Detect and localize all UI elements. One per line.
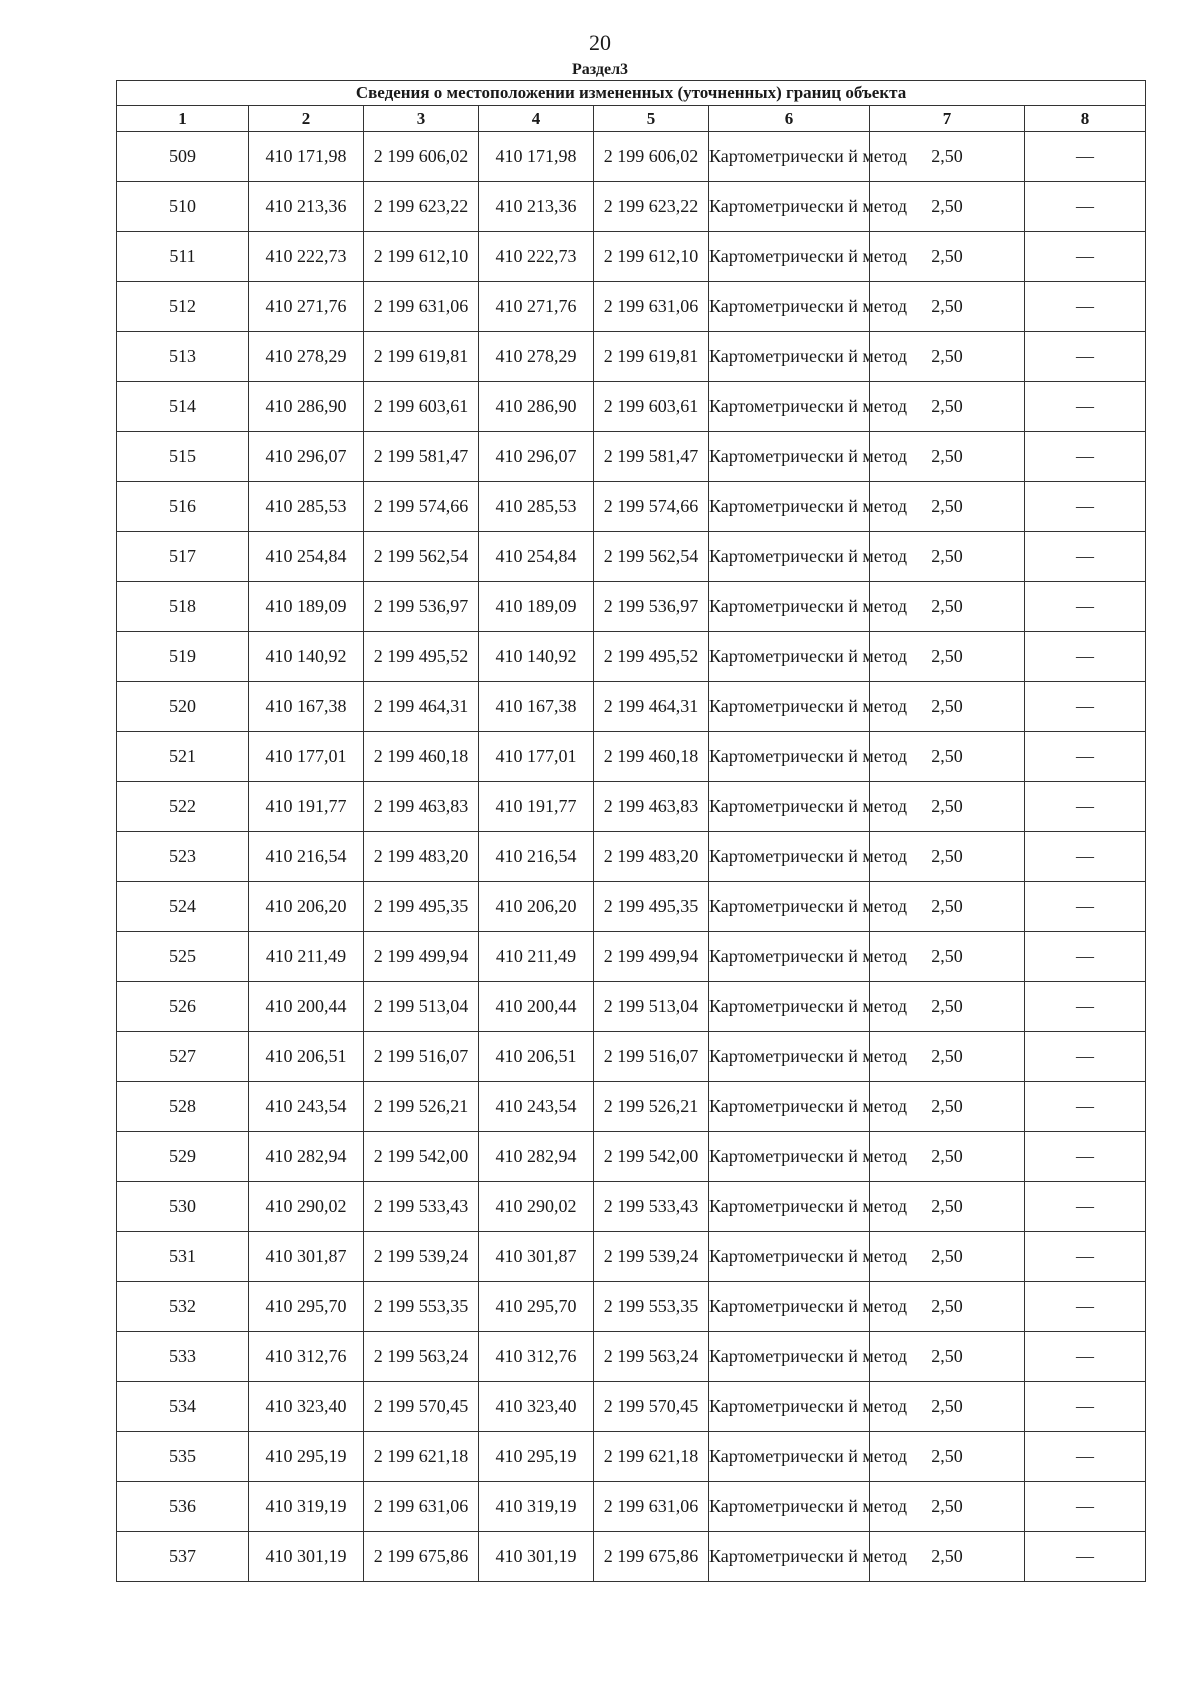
accuracy-cell: 2,50 [870, 632, 1025, 682]
y-new-cell: 2 199 516,07 [594, 1032, 709, 1082]
table-row [117, 1132, 1146, 1182]
y-new-cell: 2 199 621,18 [594, 1432, 709, 1482]
y-new-cell: 2 199 606,02 [594, 132, 709, 182]
y-old-cell: 2 199 536,97 [364, 582, 479, 632]
method-cell: Картометрически й метод [709, 782, 870, 832]
method-cell: Картометрически й метод [709, 832, 870, 882]
point-number-cell: 513 [117, 332, 249, 382]
table-row [117, 232, 1146, 282]
x-new-cell: 410 222,73 [479, 232, 594, 282]
y-new-cell: 2 199 619,81 [594, 332, 709, 382]
description-cell: — [1025, 482, 1146, 532]
table-row [117, 1332, 1146, 1382]
accuracy-cell: 2,50 [870, 582, 1025, 632]
method-cell: Картометрически й метод [709, 1182, 870, 1232]
x-old-cell: 410 191,77 [249, 782, 364, 832]
x-old-cell: 410 323,40 [249, 1382, 364, 1432]
x-new-cell: 410 286,90 [479, 382, 594, 432]
method-cell: Картометрически й метод [709, 432, 870, 482]
y-new-cell: 2 199 526,21 [594, 1082, 709, 1132]
table-row [117, 482, 1146, 532]
point-number-cell: 519 [117, 632, 249, 682]
x-old-cell: 410 177,01 [249, 732, 364, 782]
y-old-cell: 2 199 631,06 [364, 1482, 479, 1532]
description-cell: — [1025, 582, 1146, 632]
x-new-cell: 410 290,02 [479, 1182, 594, 1232]
accuracy-cell: 2,50 [870, 432, 1025, 482]
x-new-cell: 410 282,94 [479, 1132, 594, 1182]
boundary-coordinates-table [116, 80, 1146, 1582]
method-cell: Картометрически й метод [709, 332, 870, 382]
description-cell: — [1025, 1482, 1146, 1532]
method-cell: Картометрически й метод [709, 1382, 870, 1432]
description-cell: — [1025, 532, 1146, 582]
x-old-cell: 410 301,87 [249, 1232, 364, 1282]
y-old-cell: 2 199 542,00 [364, 1132, 479, 1182]
accuracy-cell: 2,50 [870, 1532, 1025, 1582]
y-old-cell: 2 199 621,18 [364, 1432, 479, 1482]
accuracy-cell: 2,50 [870, 1182, 1025, 1232]
description-cell: — [1025, 1132, 1146, 1182]
description-cell: — [1025, 132, 1146, 182]
point-number-cell: 536 [117, 1482, 249, 1532]
x-old-cell: 410 271,76 [249, 282, 364, 332]
description-cell: — [1025, 932, 1146, 982]
accuracy-cell: 2,50 [870, 1382, 1025, 1432]
method-cell: Картометрически й метод [709, 232, 870, 282]
point-number-cell: 517 [117, 532, 249, 582]
description-cell: — [1025, 1282, 1146, 1332]
table-row [117, 532, 1146, 582]
method-cell: Картометрически й метод [709, 1032, 870, 1082]
method-cell: Картометрически й метод [709, 532, 870, 582]
x-old-cell: 410 189,09 [249, 582, 364, 632]
point-number-cell: 525 [117, 932, 249, 982]
y-old-cell: 2 199 499,94 [364, 932, 479, 982]
table-row [117, 432, 1146, 482]
x-new-cell: 410 295,19 [479, 1432, 594, 1482]
accuracy-cell: 2,50 [870, 332, 1025, 382]
point-number-cell: 529 [117, 1132, 249, 1182]
table-row [117, 1482, 1146, 1532]
accuracy-cell: 2,50 [870, 1332, 1025, 1382]
table-row [117, 732, 1146, 782]
accuracy-cell: 2,50 [870, 782, 1025, 832]
y-old-cell: 2 199 574,66 [364, 482, 479, 532]
y-new-cell: 2 199 612,10 [594, 232, 709, 282]
x-new-cell: 410 140,92 [479, 632, 594, 682]
table-row [117, 132, 1146, 182]
x-new-cell: 410 319,19 [479, 1482, 594, 1532]
x-old-cell: 410 295,19 [249, 1432, 364, 1482]
accuracy-cell: 2,50 [870, 532, 1025, 582]
x-new-cell: 410 171,98 [479, 132, 594, 182]
y-new-cell: 2 199 623,22 [594, 182, 709, 232]
description-cell: — [1025, 682, 1146, 732]
x-new-cell: 410 213,36 [479, 182, 594, 232]
x-new-cell: 410 296,07 [479, 432, 594, 482]
point-number-cell: 514 [117, 382, 249, 432]
x-new-cell: 410 206,51 [479, 1032, 594, 1082]
y-new-cell: 2 199 570,45 [594, 1382, 709, 1432]
y-old-cell: 2 199 495,52 [364, 632, 479, 682]
point-number-cell: 510 [117, 182, 249, 232]
x-new-cell: 410 295,70 [479, 1282, 594, 1332]
accuracy-cell: 2,50 [870, 1132, 1025, 1182]
table-row [117, 282, 1146, 332]
column-header-row [117, 106, 1146, 132]
accuracy-cell: 2,50 [870, 382, 1025, 432]
accuracy-cell: 2,50 [870, 282, 1025, 332]
y-new-cell: 2 199 533,43 [594, 1182, 709, 1232]
point-number-cell: 516 [117, 482, 249, 532]
accuracy-cell: 2,50 [870, 1032, 1025, 1082]
point-number-cell: 515 [117, 432, 249, 482]
x-old-cell: 410 206,51 [249, 1032, 364, 1082]
accuracy-cell: 2,50 [870, 1282, 1025, 1332]
y-new-cell: 2 199 513,04 [594, 982, 709, 1032]
method-cell: Картометрически й метод [709, 382, 870, 432]
table-row [117, 382, 1146, 432]
method-cell: Картометрически й метод [709, 1332, 870, 1382]
table-row [117, 1082, 1146, 1132]
y-new-cell: 2 199 495,52 [594, 632, 709, 682]
point-number-cell: 534 [117, 1382, 249, 1432]
table-row [117, 932, 1146, 982]
y-new-cell: 2 199 631,06 [594, 282, 709, 332]
y-old-cell: 2 199 553,35 [364, 1282, 479, 1332]
column-header: 5 [594, 106, 709, 132]
description-cell: — [1025, 832, 1146, 882]
x-old-cell: 410 213,36 [249, 182, 364, 232]
y-old-cell: 2 199 623,22 [364, 182, 479, 232]
description-cell: — [1025, 382, 1146, 432]
table-row [117, 1532, 1146, 1582]
x-old-cell: 410 312,76 [249, 1332, 364, 1382]
point-number-cell: 520 [117, 682, 249, 732]
column-header: 3 [364, 106, 479, 132]
x-old-cell: 410 216,54 [249, 832, 364, 882]
y-new-cell: 2 199 553,35 [594, 1282, 709, 1332]
column-header: 8 [1025, 106, 1146, 132]
y-old-cell: 2 199 563,24 [364, 1332, 479, 1382]
column-header: 6 [709, 106, 870, 132]
y-new-cell: 2 199 562,54 [594, 532, 709, 582]
point-number-cell: 523 [117, 832, 249, 882]
method-cell: Картометрически й метод [709, 882, 870, 932]
method-cell: Картометрически й метод [709, 1432, 870, 1482]
point-number-cell: 509 [117, 132, 249, 182]
accuracy-cell: 2,50 [870, 232, 1025, 282]
accuracy-cell: 2,50 [870, 882, 1025, 932]
table-row [117, 582, 1146, 632]
y-old-cell: 2 199 526,21 [364, 1082, 479, 1132]
description-cell: — [1025, 1082, 1146, 1132]
method-cell: Картометрически й метод [709, 1482, 870, 1532]
y-old-cell: 2 199 483,20 [364, 832, 479, 882]
x-new-cell: 410 191,77 [479, 782, 594, 832]
table-caption: Сведения о местоположении измененных (уточненных) границ объекта [117, 81, 1146, 106]
description-cell: — [1025, 882, 1146, 932]
x-new-cell: 410 254,84 [479, 532, 594, 582]
column-header: 7 [870, 106, 1025, 132]
method-cell: Картометрически й метод [709, 132, 870, 182]
y-new-cell: 2 199 463,83 [594, 782, 709, 832]
x-new-cell: 410 189,09 [479, 582, 594, 632]
description-cell: — [1025, 282, 1146, 332]
y-old-cell: 2 199 603,61 [364, 382, 479, 432]
table-row [117, 1232, 1146, 1282]
method-cell: Картометрически й метод [709, 682, 870, 732]
y-new-cell: 2 199 536,97 [594, 582, 709, 632]
point-number-cell: 535 [117, 1432, 249, 1482]
section-title: Раздел3 [571, 61, 629, 78]
x-old-cell: 410 243,54 [249, 1082, 364, 1132]
y-old-cell: 2 199 539,24 [364, 1232, 479, 1282]
x-new-cell: 410 301,19 [479, 1532, 594, 1582]
y-new-cell: 2 199 495,35 [594, 882, 709, 932]
x-new-cell: 410 312,76 [479, 1332, 594, 1382]
y-old-cell: 2 199 606,02 [364, 132, 479, 182]
point-number-cell: 531 [117, 1232, 249, 1282]
table-row [117, 1182, 1146, 1232]
description-cell: — [1025, 332, 1146, 382]
point-number-cell: 524 [117, 882, 249, 932]
method-cell: Картометрически й метод [709, 1082, 870, 1132]
accuracy-cell: 2,50 [870, 1082, 1025, 1132]
accuracy-cell: 2,50 [870, 182, 1025, 232]
y-old-cell: 2 199 562,54 [364, 532, 479, 582]
method-cell: Картометрически й метод [709, 1282, 870, 1332]
x-old-cell: 410 206,20 [249, 882, 364, 932]
table-body [117, 132, 1146, 1582]
accuracy-cell: 2,50 [870, 1232, 1025, 1282]
y-new-cell: 2 199 563,24 [594, 1332, 709, 1382]
point-number-cell: 533 [117, 1332, 249, 1382]
method-cell: Картометрически й метод [709, 182, 870, 232]
x-new-cell: 410 211,49 [479, 932, 594, 982]
y-old-cell: 2 199 460,18 [364, 732, 479, 782]
table-row [117, 1282, 1146, 1332]
point-number-cell: 532 [117, 1282, 249, 1332]
y-new-cell: 2 199 581,47 [594, 432, 709, 482]
description-cell: — [1025, 1032, 1146, 1082]
y-old-cell: 2 199 463,83 [364, 782, 479, 832]
accuracy-cell: 2,50 [870, 932, 1025, 982]
column-header: 4 [479, 106, 594, 132]
x-old-cell: 410 140,92 [249, 632, 364, 682]
method-cell: Картометрически й метод [709, 632, 870, 682]
description-cell: — [1025, 1232, 1146, 1282]
y-new-cell: 2 199 539,24 [594, 1232, 709, 1282]
x-new-cell: 410 200,44 [479, 982, 594, 1032]
point-number-cell: 522 [117, 782, 249, 832]
x-old-cell: 410 296,07 [249, 432, 364, 482]
x-old-cell: 410 295,70 [249, 1282, 364, 1332]
description-cell: — [1025, 432, 1146, 482]
description-cell: — [1025, 1382, 1146, 1432]
method-cell: Картометрически й метод [709, 582, 870, 632]
accuracy-cell: 2,50 [870, 482, 1025, 532]
x-old-cell: 410 222,73 [249, 232, 364, 282]
accuracy-cell: 2,50 [870, 982, 1025, 1032]
y-new-cell: 2 199 603,61 [594, 382, 709, 432]
y-new-cell: 2 199 464,31 [594, 682, 709, 732]
table-row [117, 332, 1146, 382]
description-cell: — [1025, 232, 1146, 282]
y-old-cell: 2 199 675,86 [364, 1532, 479, 1582]
point-number-cell: 527 [117, 1032, 249, 1082]
point-number-cell: 526 [117, 982, 249, 1032]
x-old-cell: 410 200,44 [249, 982, 364, 1032]
page-number: 20 [589, 30, 611, 55]
x-new-cell: 410 271,76 [479, 282, 594, 332]
y-new-cell: 2 199 631,06 [594, 1482, 709, 1532]
y-old-cell: 2 199 581,47 [364, 432, 479, 482]
method-cell: Картометрически й метод [709, 1532, 870, 1582]
point-number-cell: 537 [117, 1532, 249, 1582]
x-old-cell: 410 171,98 [249, 132, 364, 182]
y-new-cell: 2 199 460,18 [594, 732, 709, 782]
x-old-cell: 410 286,90 [249, 382, 364, 432]
x-new-cell: 410 285,53 [479, 482, 594, 532]
y-old-cell: 2 199 495,35 [364, 882, 479, 932]
y-old-cell: 2 199 619,81 [364, 332, 479, 382]
y-new-cell: 2 199 675,86 [594, 1532, 709, 1582]
description-cell: — [1025, 182, 1146, 232]
accuracy-cell: 2,50 [870, 832, 1025, 882]
x-new-cell: 410 301,87 [479, 1232, 594, 1282]
accuracy-cell: 2,50 [870, 1432, 1025, 1482]
x-old-cell: 410 282,94 [249, 1132, 364, 1182]
point-number-cell: 512 [117, 282, 249, 332]
x-new-cell: 410 243,54 [479, 1082, 594, 1132]
y-new-cell: 2 199 574,66 [594, 482, 709, 532]
method-cell: Картометрически й метод [709, 482, 870, 532]
table-row [117, 1032, 1146, 1082]
x-old-cell: 410 278,29 [249, 332, 364, 382]
table-row [117, 982, 1146, 1032]
table-row [117, 632, 1146, 682]
y-new-cell: 2 199 483,20 [594, 832, 709, 882]
method-cell: Картометрически й метод [709, 982, 870, 1032]
table-row [117, 1382, 1146, 1432]
accuracy-cell: 2,50 [870, 132, 1025, 182]
x-new-cell: 410 216,54 [479, 832, 594, 882]
x-old-cell: 410 254,84 [249, 532, 364, 582]
point-number-cell: 528 [117, 1082, 249, 1132]
table-row [117, 882, 1146, 932]
y-old-cell: 2 199 570,45 [364, 1382, 479, 1432]
y-old-cell: 2 199 464,31 [364, 682, 479, 732]
x-new-cell: 410 177,01 [479, 732, 594, 782]
x-new-cell: 410 206,20 [479, 882, 594, 932]
x-old-cell: 410 301,19 [249, 1532, 364, 1582]
y-old-cell: 2 199 516,07 [364, 1032, 479, 1082]
x-new-cell: 410 167,38 [479, 682, 594, 732]
description-cell: — [1025, 982, 1146, 1032]
description-cell: — [1025, 1432, 1146, 1482]
description-cell: — [1025, 1182, 1146, 1232]
point-number-cell: 518 [117, 582, 249, 632]
method-cell: Картометрически й метод [709, 1232, 870, 1282]
column-header: 2 [249, 106, 364, 132]
x-new-cell: 410 323,40 [479, 1382, 594, 1432]
x-old-cell: 410 319,19 [249, 1482, 364, 1532]
accuracy-cell: 2,50 [870, 682, 1025, 732]
table-row [117, 1432, 1146, 1482]
method-cell: Картометрически й метод [709, 732, 870, 782]
point-number-cell: 521 [117, 732, 249, 782]
accuracy-cell: 2,50 [870, 732, 1025, 782]
x-old-cell: 410 211,49 [249, 932, 364, 982]
x-old-cell: 410 290,02 [249, 1182, 364, 1232]
table-row [117, 832, 1146, 882]
point-number-cell: 511 [117, 232, 249, 282]
table-row [117, 182, 1146, 232]
y-old-cell: 2 199 533,43 [364, 1182, 479, 1232]
description-cell: — [1025, 1532, 1146, 1582]
y-new-cell: 2 199 542,00 [594, 1132, 709, 1182]
description-cell: — [1025, 1332, 1146, 1382]
point-number-cell: 530 [117, 1182, 249, 1232]
table-row [117, 682, 1146, 732]
x-new-cell: 410 278,29 [479, 332, 594, 382]
method-cell: Картометрически й метод [709, 932, 870, 982]
description-cell: — [1025, 782, 1146, 832]
column-header: 1 [117, 106, 249, 132]
x-old-cell: 410 167,38 [249, 682, 364, 732]
description-cell: — [1025, 632, 1146, 682]
y-old-cell: 2 199 513,04 [364, 982, 479, 1032]
method-cell: Картометрически й метод [709, 1132, 870, 1182]
method-cell: Картометрически й метод [709, 282, 870, 332]
description-cell: — [1025, 732, 1146, 782]
accuracy-cell: 2,50 [870, 1482, 1025, 1532]
y-old-cell: 2 199 631,06 [364, 282, 479, 332]
y-new-cell: 2 199 499,94 [594, 932, 709, 982]
table-row [117, 782, 1146, 832]
x-old-cell: 410 285,53 [249, 482, 364, 532]
y-old-cell: 2 199 612,10 [364, 232, 479, 282]
